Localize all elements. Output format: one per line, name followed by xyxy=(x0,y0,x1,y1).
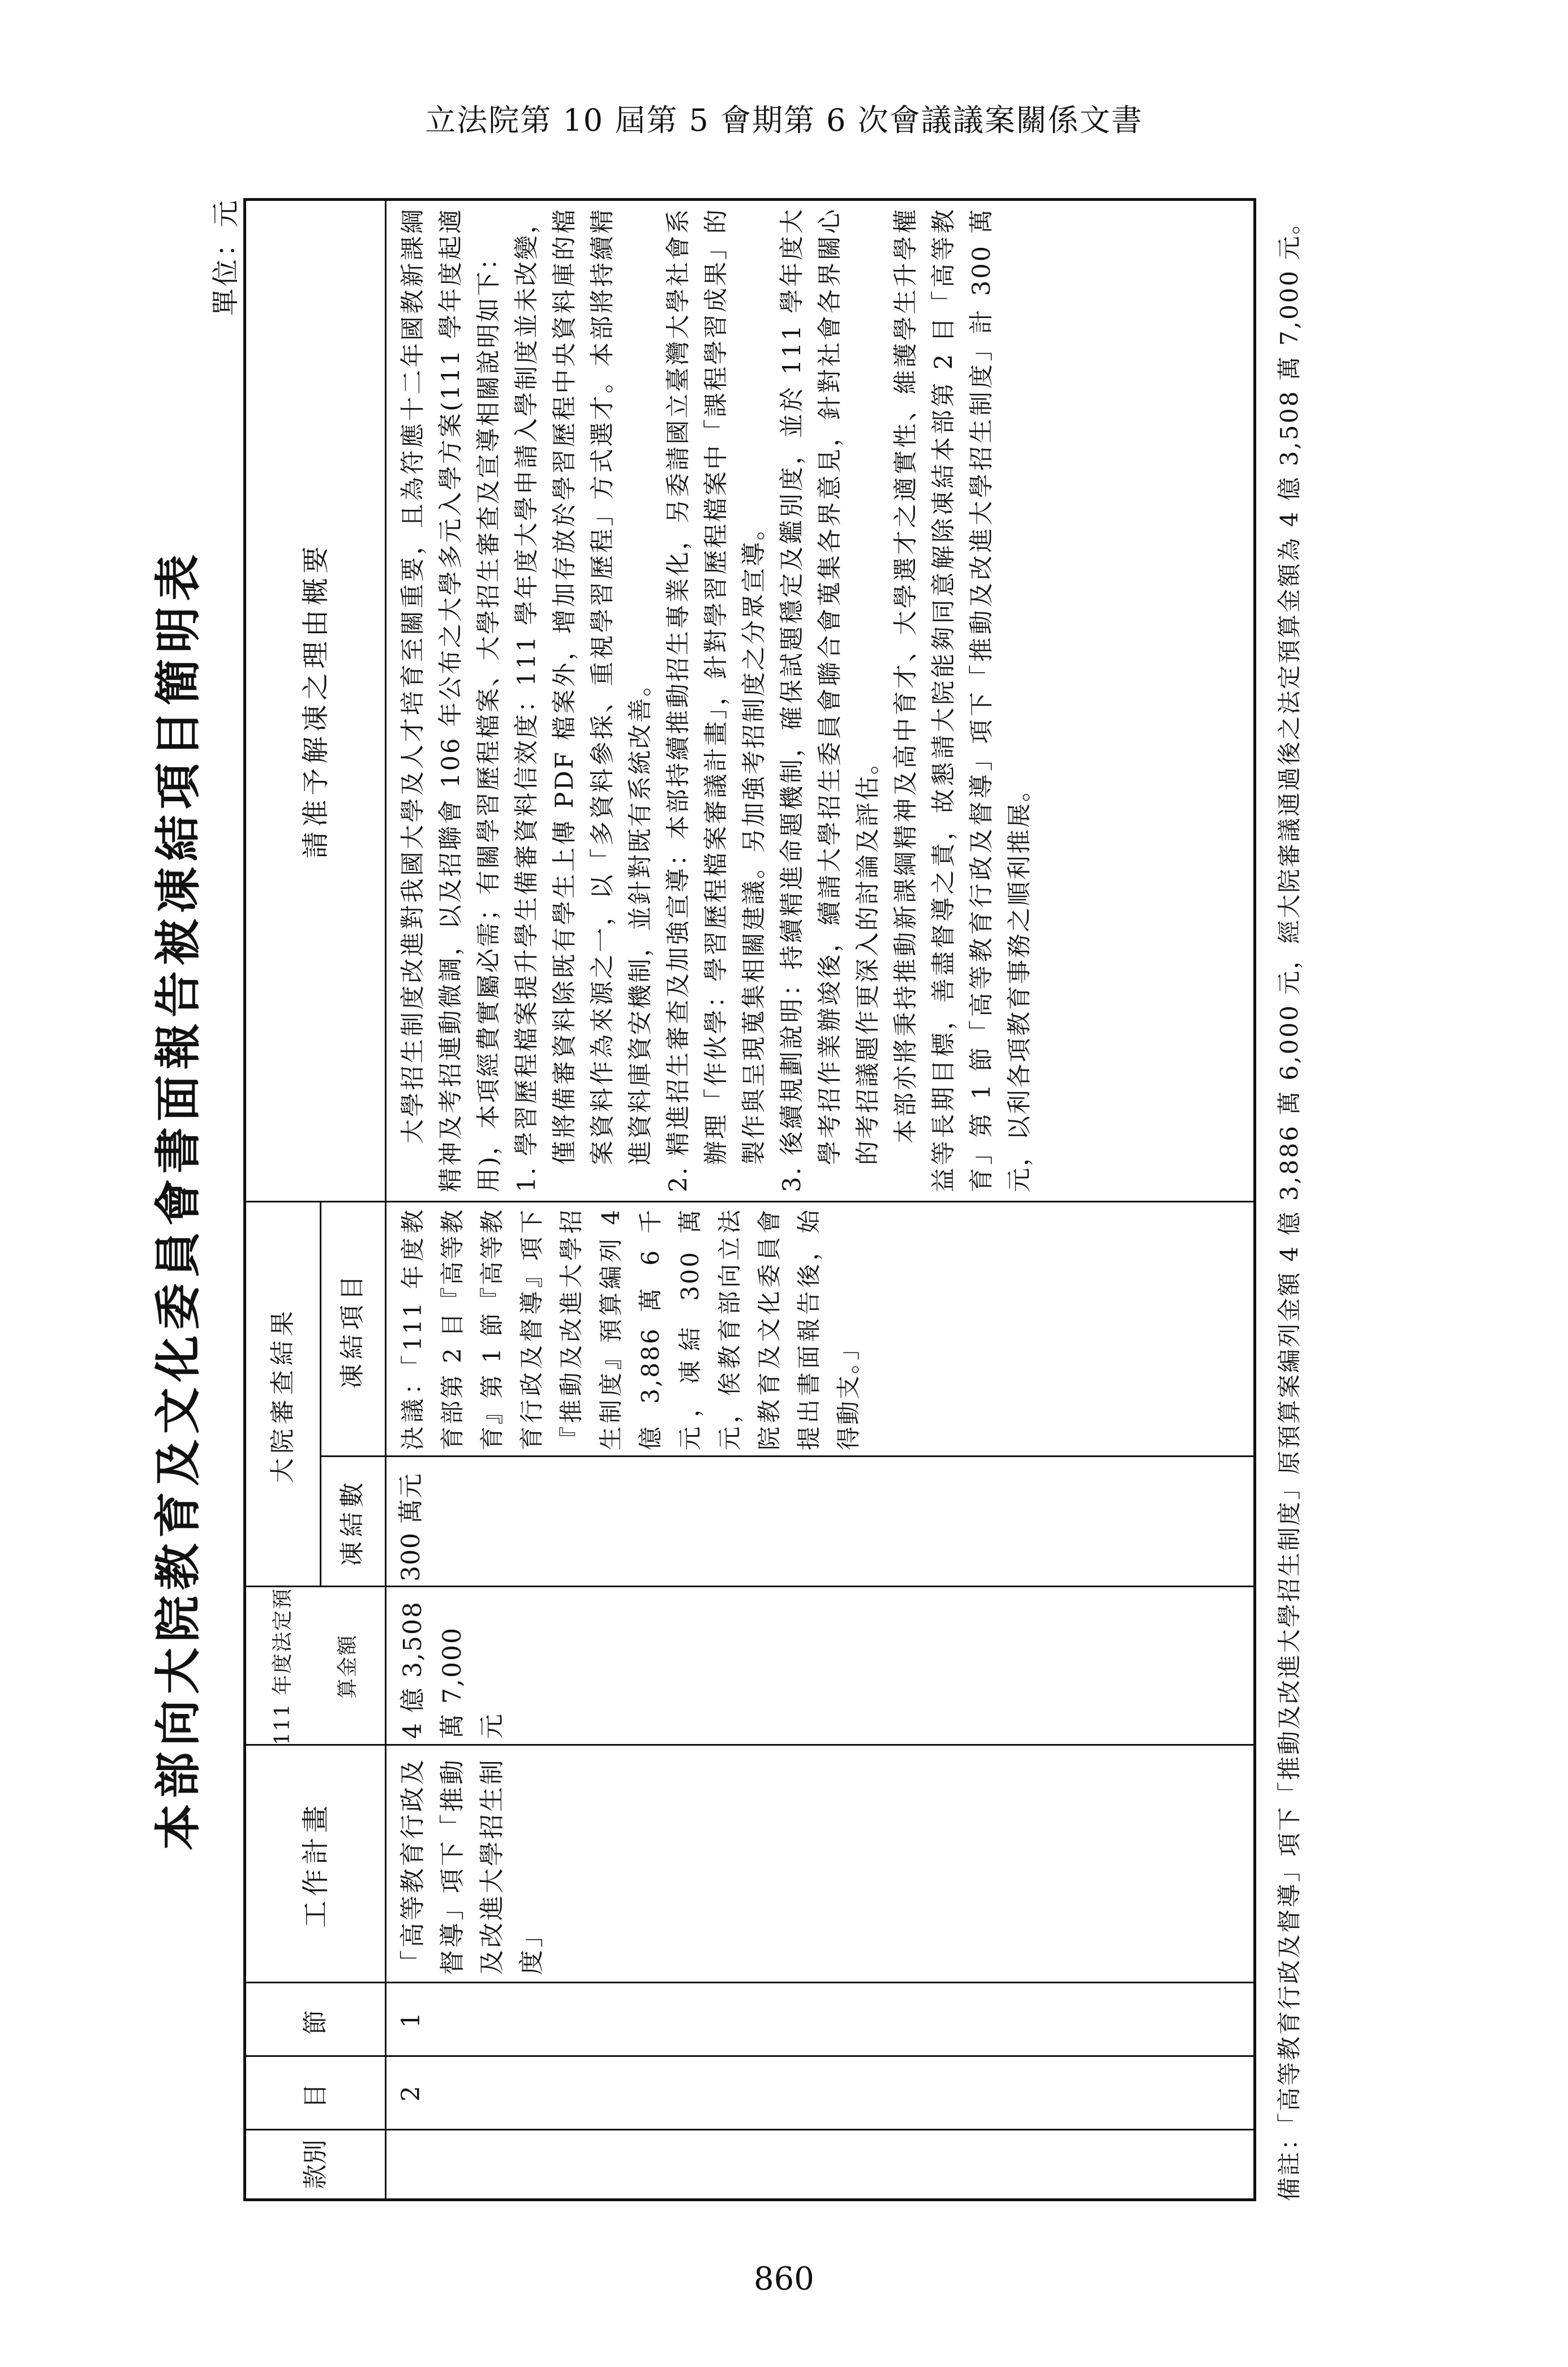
footnote: 備註：「高等教育行政及督導」項下「推動及改進大學招生制度」原預算案編列金額 4 億 3,886 萬 6,000 元，經大院審議通過後之法定預算金額為 4 億 3,508 萬 7,000 元。 xyxy=(1275,209,1303,2201)
header-budget-amount: 算金額 xyxy=(336,1634,359,1699)
cell-frozen-item: 決議：「111 年度教育部第 2 目『高等教育』第 1 節『高等教育行政及督導』項下『推動及改進大學招生制度』預算編列 4 億 3,886 萬 6 千元，凍結 300 萬元，俟教育部向立法院教育及文化委員會提出書面報告後，始得動支。」 xyxy=(399,1208,862,1450)
reason-item-2: 2. 精進招生審查及加強宣導：本部持續推動招生專業化，另委請國立臺灣大學社會系辦理「作伙學：學習歷程檔案審議計畫」，針對學習歷程檔案中「課程學習成果」的製作與呈現蒐集相關建議。另加強考招制度之分眾宣導。 xyxy=(664,208,768,1192)
grid-line xyxy=(246,1744,1253,1746)
frozen-items-table xyxy=(243,198,1256,2201)
cell-jie: 1 xyxy=(397,2012,426,2028)
cell-frozen-amount: 300 萬元 xyxy=(397,1473,426,1582)
grid-line xyxy=(246,1201,1253,1202)
header-frozen-amount: 凍結數 xyxy=(337,1478,367,1566)
cell-unfreeze-reason xyxy=(394,208,1039,1192)
rotated-page-content xyxy=(141,198,1409,2201)
grid-line xyxy=(320,1455,1253,1457)
cell-work-plan: 「高等教育行政及督導」項下「推動及改進大學招生制度」 xyxy=(398,1758,546,1975)
document-title: 本部向大院教育及文化委員會書面報告被凍結項目簡明表 xyxy=(151,549,205,1851)
unit-label: 單位：元 xyxy=(210,198,242,316)
reason-item-1: 1. 學習歷程檔案提升學生備審資料信效度：111 學年度大學申請入學制度並未改變，僅將備審資料除既有學生上傳 PDF 檔案外，增加存放於學習歷程中央資料庫的檔案資料作為來源之一，以「多資料參採、重視學習歷程」方式選才。本部將持續精進資料庫資安機制，並針對既有系統改善。 xyxy=(513,208,655,1192)
cell-budget-amount: 4 億 3,508 萬 7,000 元 xyxy=(398,1601,506,1739)
reason-item-3: 3. 後續規劃說明：持續精進命題機制，確保試題穩定及鑑別度，並於 111 學年度大學考招作業辦竣後，續請大學招生委員會聯合會蒐集各界意見，針對社會各界關心的考招議題作更深入的討論及評估。 xyxy=(778,208,882,1192)
running-header: 立法院第 10 屆第 5 會期第 6 次會議議案關係文書 xyxy=(425,102,1143,138)
header-review-result: 大院審查結果 xyxy=(268,1307,297,1483)
reason-intro: 大學招生制度改進對我國大學及人才培育至關重要，且為符應十二年國教新課綱精神及考招連動微調，以及招聯會 106 年公布之大學多元入學方案(111 學年度起適用)，本項經費實屬必需；有關學習歷程檔案、大學招生審查及宣導相關說明如下： xyxy=(399,208,503,1192)
grid-line xyxy=(246,1586,1253,1587)
grid-line xyxy=(385,198,386,2198)
header-frozen-item: 凍結項目 xyxy=(337,1271,367,1389)
reason-closing: 本部亦將秉持推動新課綱精神及高中育才、大學選才之適實性、維護學生升學權益等長期目標，善盡督導之責，故懇請大院能夠同意解除凍結本部第 2 目「高等教育」第 1 節「高等教育行政及督導」項下「推動及改進大學招生制度」計 300 萬元，以利各項教育事務之順利推展。 xyxy=(892,208,1034,1192)
header-unfreeze-reason: 請准予解凍之理由概要 xyxy=(299,542,332,859)
cell-mu: 2 xyxy=(397,2086,426,2102)
header-kuan: 款別 xyxy=(300,2140,330,2189)
header-work-plan: 工作計畫 xyxy=(299,1801,332,1928)
header-budget-group: 111 年度法定預 xyxy=(271,1587,294,1746)
header-mu: 目 xyxy=(300,2079,330,2108)
header-jie: 節 xyxy=(300,2005,330,2035)
page-number: 860 xyxy=(754,2261,814,2297)
